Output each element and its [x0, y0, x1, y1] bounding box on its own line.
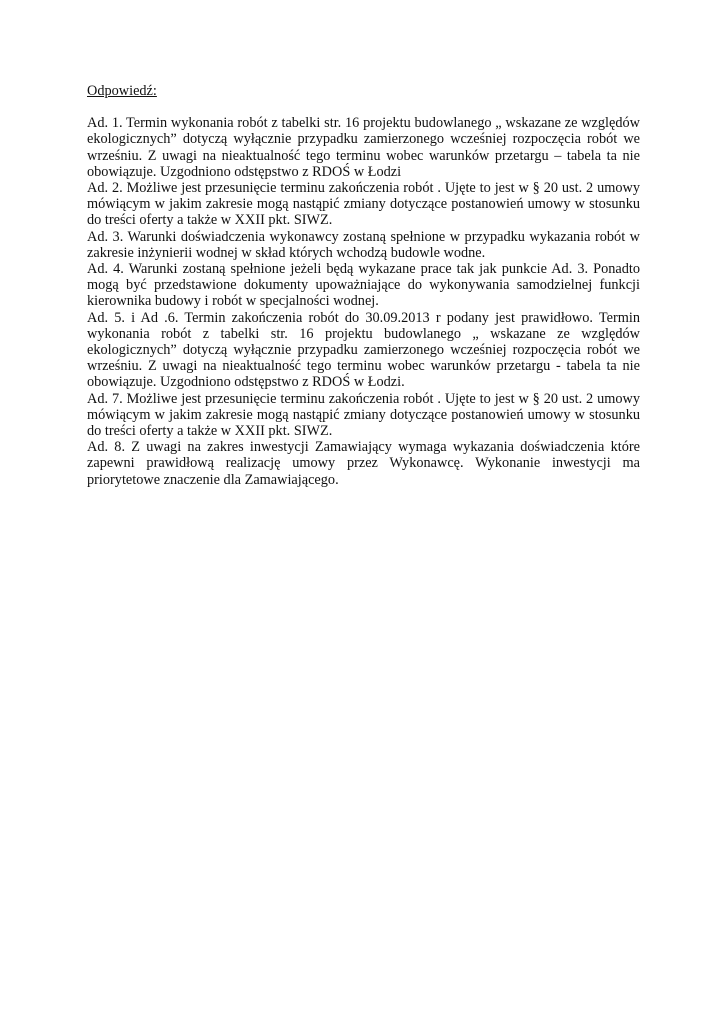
document-heading: Odpowiedź:: [87, 83, 157, 99]
answer-paragraph-1: Ad. 1. Termin wykonania robót z tabelki str. 16 projektu budowlanego „ wskazane ze względów ekologicznych” dotyczą wyłącznie przypadku zamierzonego wcześniej rozpoczęcia robót we wrześniu. Z uwagi na nieaktualność tego terminu wobec warunków przetargu – tabela ta nie obowiązuje. Uzgodniono odstępstwo z RDOŚ w Łodzi: [87, 115, 640, 180]
answer-paragraph-2: Ad. 2. Możliwe jest przesunięcie terminu zakończenia robót . Ujęte to jest w § 20 ust. 2 umowy mówiącym w jakim zakresie mogą nastąpić zmiany dotyczące postanowień umowy w stosunku do treści oferty a także w XXII pkt. SIWZ.: [87, 180, 640, 229]
document-page: [87, 83, 640, 488]
answer-paragraph-8: Ad. 8. Z uwagi na zakres inwestycji Zamawiający wymaga wykazania doświadczenia które zapewni prawidłową realizację umowy przez Wykonawcę. Wykonanie inwestycji ma priorytetowe znaczenie dla Zamawiającego.: [87, 439, 640, 488]
answer-paragraph-4: Ad. 4. Warunki zostaną spełnione jeżeli będą wykazane prace tak jak punkcie Ad. 3. Ponadto mogą być przedstawione dokumenty upoważniające do wykonywania samodzielnej funkcji kierownika budowy i robót w specjalności wodnej.: [87, 261, 640, 310]
answer-paragraph-3: Ad. 3. Warunki doświadczenia wykonawcy zostaną spełnione w przypadku wykazania robót w zakresie inżynierii wodnej w skład których wchodzą budowle wodne.: [87, 228, 640, 261]
answer-paragraph-7: Ad. 7. Możliwe jest przesunięcie terminu zakończenia robót . Ujęte to jest w § 20 ust. 2 umowy mówiącym w jakim zakresie mogą nastąpić zmiany dotyczące postanowień umowy w stosunku do treści oferty a także w XXII pkt. SIWZ.: [87, 390, 640, 440]
answer-paragraph-5-6: Ad. 5. i Ad .6. Termin zakończenia robót do 30.09.2013 r podany jest prawidłowo. Termin wykonania robót z tabelki str. 16 projektu budowlanego „ wskazane ze względów ekologicznych” dotyczą wyłącznie przypadku zamierzonego wcześniej rozpoczęcia robót we wrześniu. Z uwagi na nieaktualność tego terminu wobec warunków przetargu - tabela ta nie obowiązuje. Uzgodniono odstępstwo z RDOŚ w Łodzi.: [87, 309, 640, 391]
